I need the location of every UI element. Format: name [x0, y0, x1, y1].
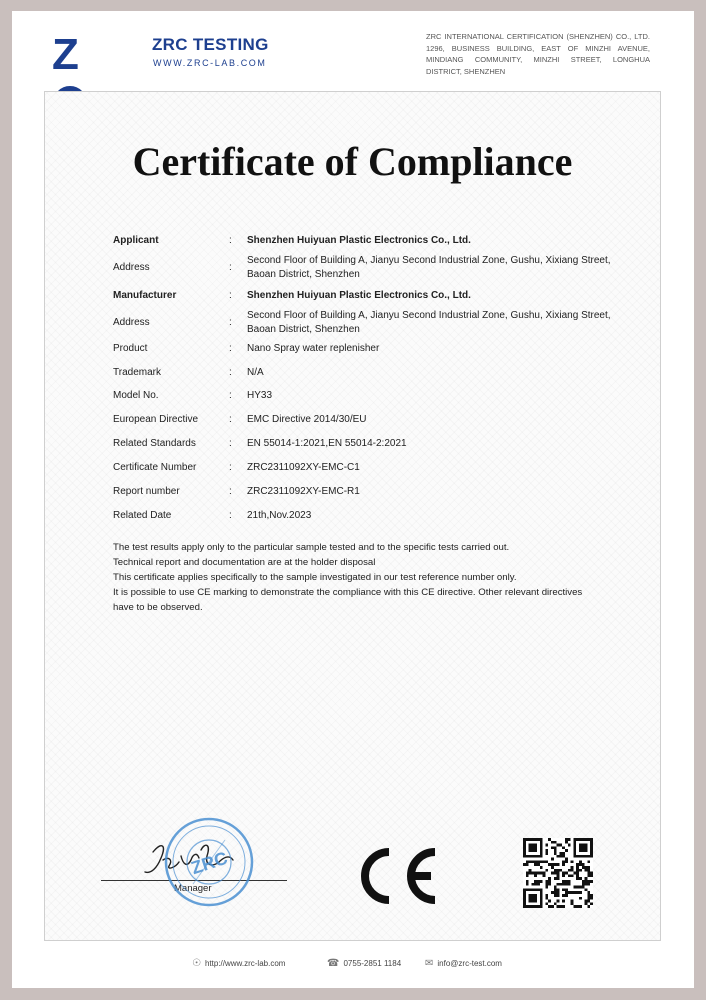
field-label: Address — [113, 317, 150, 328]
field-label: Address — [113, 262, 150, 273]
field-colon: : — [229, 317, 232, 328]
field-row — [113, 282, 613, 309]
note-line: The test results apply only to the particular sample tested and to the specific tests carried out. — [113, 542, 510, 553]
field-colon: : — [229, 462, 232, 473]
note-line: It is possible to use CE marking to demonstrate the compliance with this CE directive. Other relevant directives have to be observed. — [113, 587, 583, 613]
phone-icon: ☎ — [327, 958, 340, 969]
field-colon: : — [229, 289, 232, 301]
field-row — [113, 228, 613, 254]
field-value: ZRC2311092XY-EMC-C1 — [247, 462, 360, 473]
page-title: Certificate of Compliance — [132, 139, 573, 184]
field-row — [113, 337, 613, 361]
field-label: Applicant — [113, 235, 159, 246]
qr-code-icon — [523, 838, 593, 908]
field-row — [113, 504, 613, 528]
field-value: N/A — [247, 366, 264, 378]
footer-email[interactable] — [425, 958, 502, 969]
field-label: Certificate Number — [113, 462, 197, 473]
field-value: Shenzhen Huiyuan Plastic Electronics Co., Ltd. — [247, 289, 471, 301]
field-label: Product — [113, 343, 148, 354]
field-colon: : — [229, 510, 232, 521]
footer-website[interactable] — [192, 958, 285, 969]
logo-url: WWW.ZRC-LAB.COM — [153, 58, 267, 68]
footer-website-text: http://www.zrc-lab.com — [204, 959, 286, 968]
logo-mark: Z — [52, 31, 88, 175]
field-value: Second Floor of Building A, Jianyu Second Industrial Zone, Gushu, Xixiang Street, Baoan District, Shenzhen — [247, 255, 611, 280]
field-value: 21th,Nov.2023 — [247, 510, 312, 521]
field-colon: : — [229, 486, 232, 497]
note-line: This certificate applies specifically to the sample investigated in our test reference number only. — [113, 572, 517, 583]
field-label: Manufacturer — [113, 289, 177, 301]
field-colon: : — [229, 414, 232, 425]
field-value: Second Floor of Building A, Jianyu Second Industrial Zone, Gushu, Xixiang Street, Baoan District, Shenzhen — [247, 310, 611, 335]
field-value: EMC Directive 2014/30/EU — [247, 414, 367, 425]
certificate-notes — [113, 540, 583, 615]
field-label: Trademark — [113, 366, 161, 378]
field-row — [113, 361, 613, 384]
field-row — [113, 456, 613, 480]
company-address: ZRC INTERNATIONAL CERTIFICATION (SHENZHEN) CO., LTD. 1296, BUSINESS BUILDING, EAST OF MINZHI AVENUE, MINDIANG COMMUNITY, MINZHI STREET, LONGHUA DISTRICT, SHENZHEN — [426, 32, 650, 76]
field-value: Nano Spray water replenisher — [247, 343, 380, 354]
company-seal — [163, 816, 255, 908]
field-row — [113, 408, 613, 432]
certificate-sheet — [12, 11, 694, 988]
mail-icon: ✉ — [425, 958, 434, 969]
note-line: Technical report and documentation are at the holder disposal — [113, 557, 376, 568]
logo-title: ZRC TESTING — [152, 35, 269, 54]
seal-text: ZRC — [188, 847, 230, 879]
field-value: ZRC2311092XY-EMC-R1 — [247, 486, 360, 497]
globe-icon: ☉ — [192, 958, 201, 969]
footer-phone-text: 0755-2851 1184 — [343, 959, 402, 968]
field-label: Related Date — [113, 510, 172, 521]
field-value: Shenzhen Huiyuan Plastic Electronics Co., Ltd. — [247, 235, 471, 246]
manager-label: Manager — [174, 883, 212, 894]
certificate-frame — [44, 91, 661, 941]
certificate-fields — [113, 228, 613, 528]
field-row — [113, 432, 613, 456]
footer — [12, 958, 694, 972]
footer-phone — [327, 958, 401, 969]
field-colon: : — [229, 262, 232, 273]
field-label: Model No. — [113, 390, 159, 401]
field-value: EN 55014-1:2021,EN 55014-2:2021 — [247, 438, 407, 449]
field-value: HY33 — [247, 390, 273, 401]
footer-email-text: info@zrc-test.com — [437, 959, 502, 968]
field-colon: : — [229, 390, 232, 401]
field-row — [113, 384, 613, 408]
field-colon: : — [229, 366, 232, 378]
field-row — [113, 309, 613, 337]
field-label: Report number — [113, 486, 180, 497]
ce-mark-icon — [347, 844, 443, 908]
field-colon: : — [229, 343, 232, 354]
field-row — [113, 254, 613, 282]
field-label: European Directive — [113, 414, 199, 425]
field-colon: : — [229, 235, 232, 246]
field-colon: : — [229, 438, 232, 449]
field-row — [113, 480, 613, 504]
field-label: Related Standards — [113, 438, 196, 449]
